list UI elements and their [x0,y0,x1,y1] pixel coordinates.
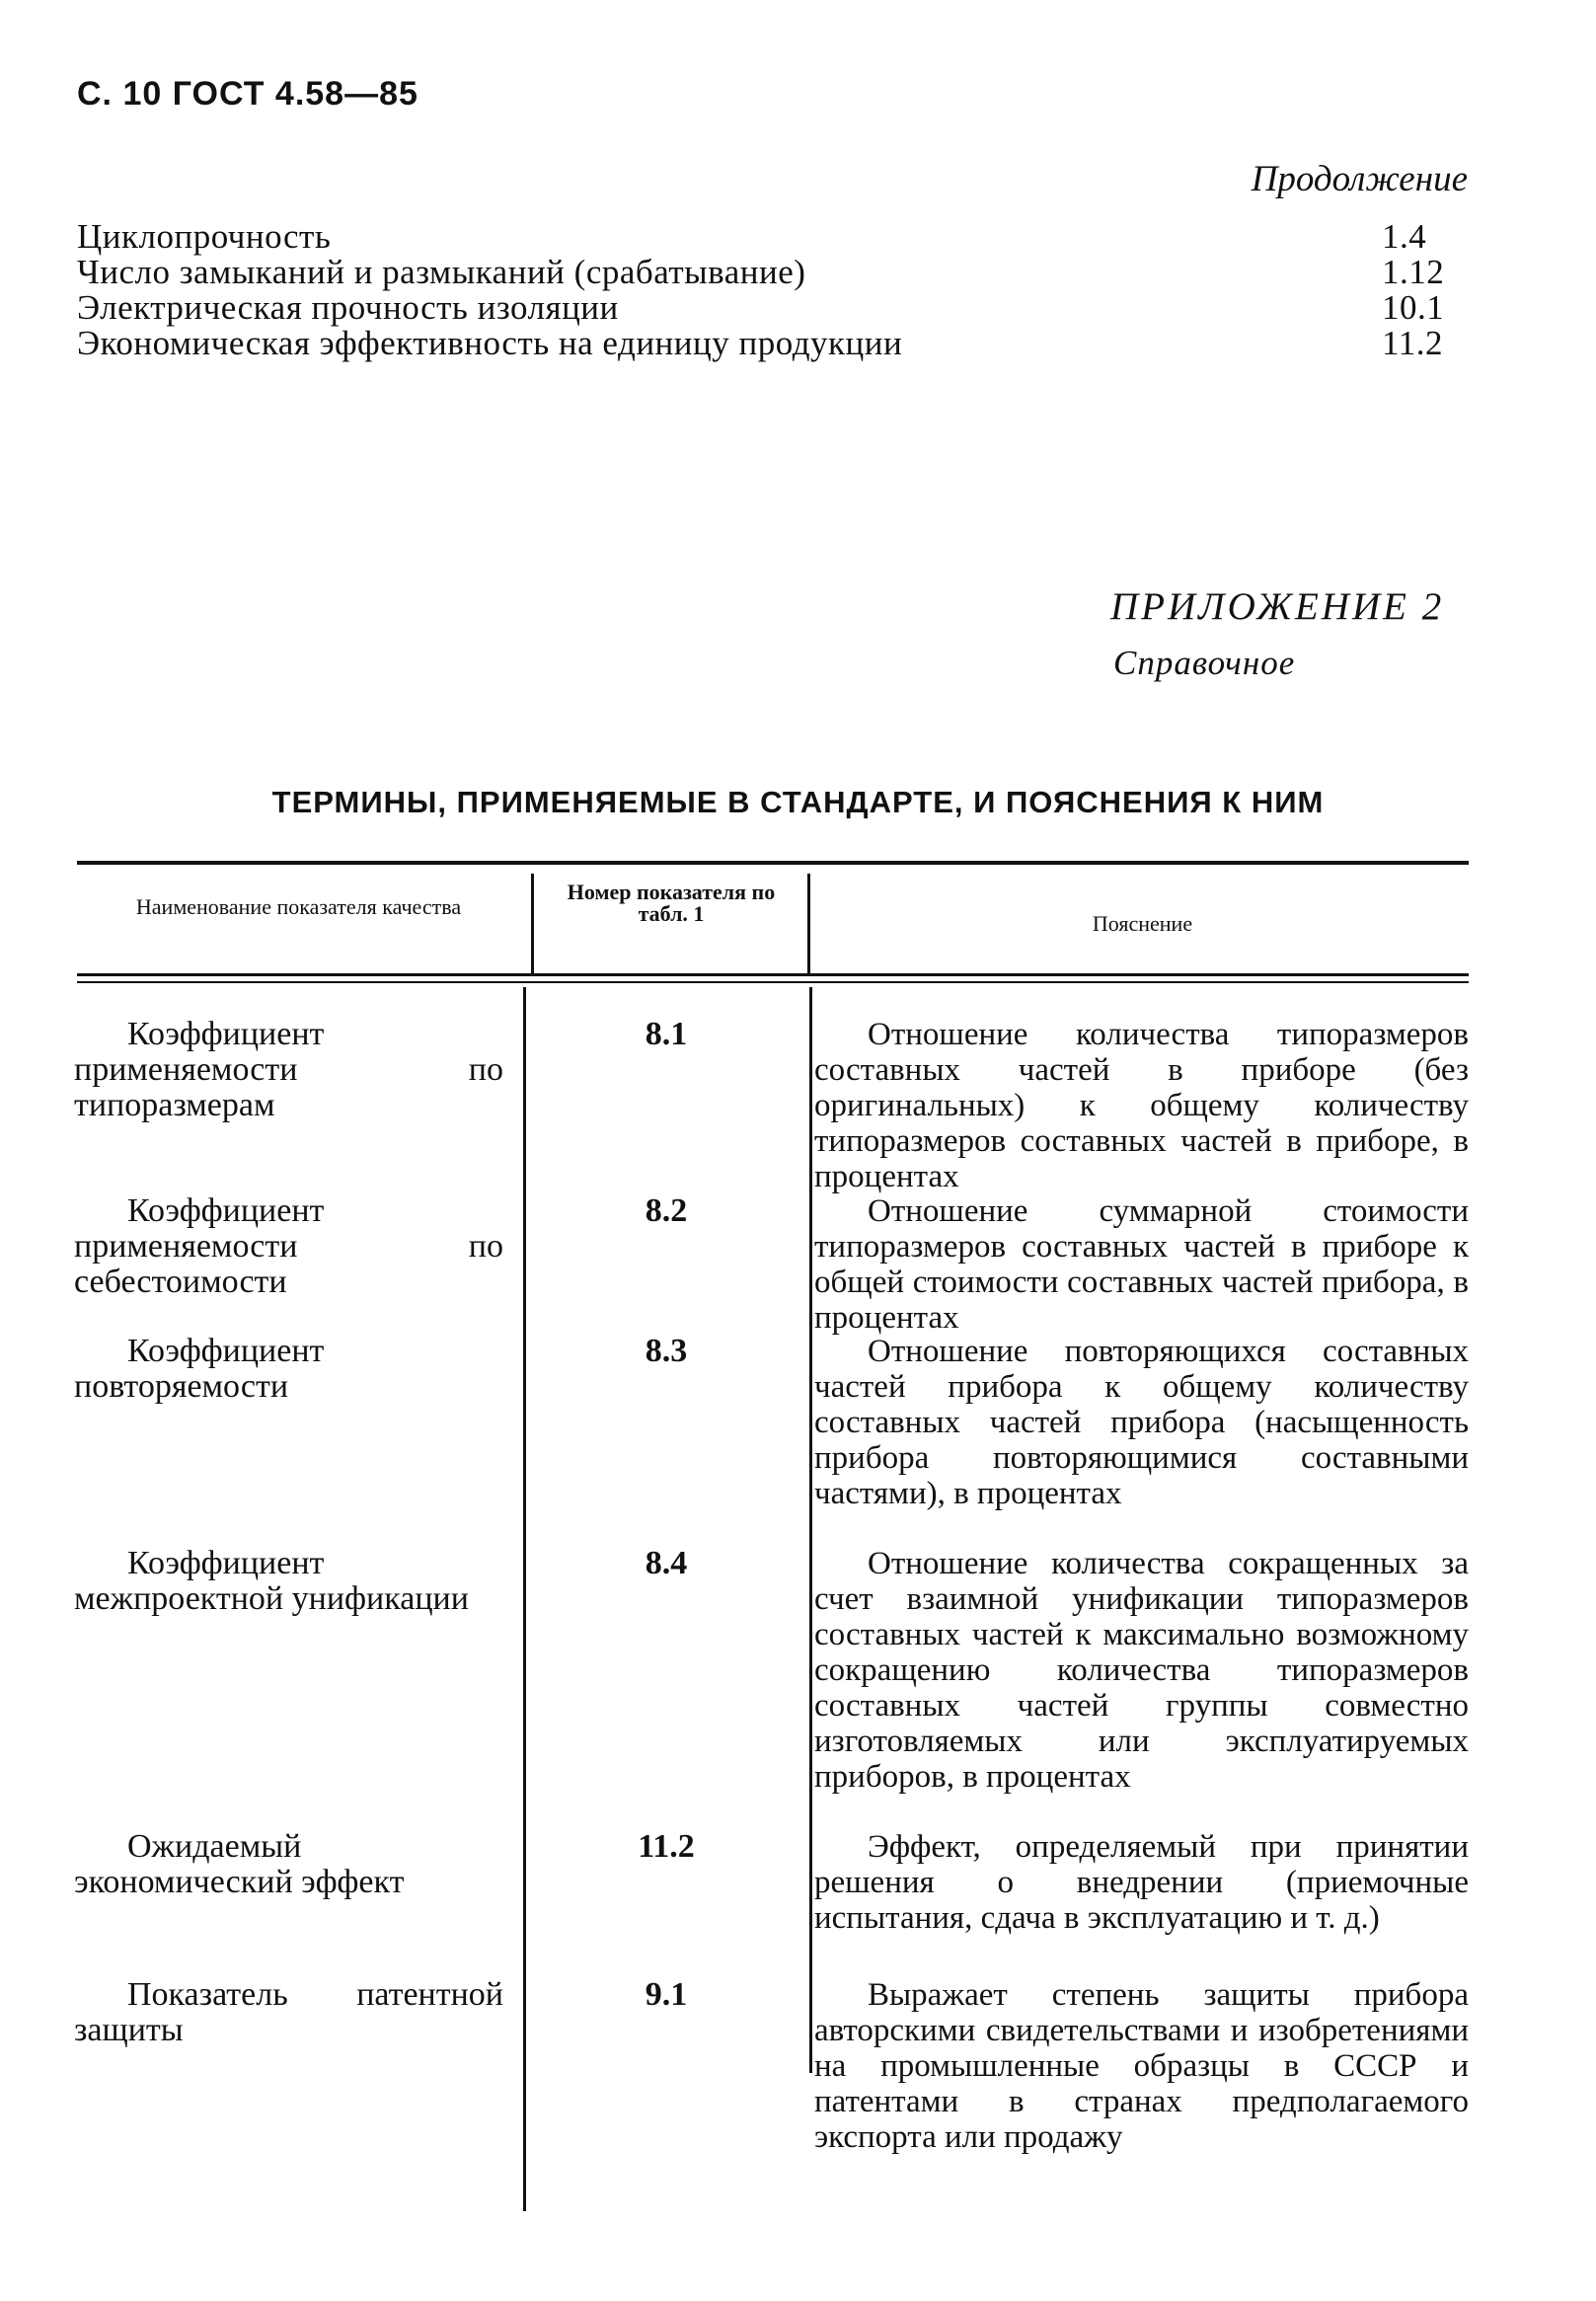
appendix-title: ПРИЛОЖЕНИЕ 2 [1110,585,1445,628]
header-explanation: Пояснение [1092,911,1193,936]
table-header-rule-2 [77,981,1469,983]
table-title: ТЕРМИНЫ, ПРИМЕНЯЕМЫЕ В СТАНДАРТЕ, И ПОЯСНЕНИЯ К НИМ [271,785,1325,819]
row-name: Ожидаемый экономический эффект [74,1828,405,1900]
list-item [77,290,1461,326]
item-name: Число замыканий и размыканий (срабатывание) [77,253,806,291]
list-item [77,219,1461,255]
item-name: Экономическая эффективность на единицу продукции [77,324,903,362]
row-explanation: Отношение повторяющихся составных частей прибора к общему количеству составных частей прибора (насыщенность прибора повторяющимися составными частями), в процентах [814,1334,1469,1511]
row-name: Коэффициент применяемости по типоразмерам [74,1016,503,1123]
row-explanation: Отношение суммарной стоимости типоразмеров составных частей в приборе к общей стоимости составных частей прибора, в процентах [814,1193,1469,1336]
row-explanation: Отношение количества типоразмеров составных частей в приборе (без оригинальных) к общему количеству типоразмеров составных частей в приборе, в процентах [814,1017,1469,1194]
header-number: Номер показателя по табл. 1 [567,880,776,926]
row-name: Коэффициент применяемости по себестоимости [74,1192,503,1300]
continuation-label: Продолжение [1251,159,1468,199]
page-header: С. 10 ГОСТ 4.58—85 [77,75,418,113]
item-name: Циклопрочность [77,217,332,256]
row-number: 8.2 [645,1192,688,1229]
row-number: 11.2 [638,1828,695,1865]
column-divider-2-body [809,987,812,2073]
list-item [77,255,1461,290]
row-explanation: Выражает степень защиты прибора авторскими свидетельствами и изобретениями на промышленные образцы в СССР и патентами в странах предполагаемого экспорта или продажу [814,1977,1469,2155]
continuation-list [77,219,1461,361]
appendix-subtitle: Справочное [1113,644,1296,682]
item-value: 11.2 [1382,324,1443,362]
list-item [77,326,1461,361]
item-value: 10.1 [1382,288,1445,327]
item-value: 1.4 [1382,217,1427,256]
column-divider-2 [807,874,810,975]
header-name: Наименование показателя качества [135,894,462,919]
item-name: Электрическая прочность изоляции [77,288,619,327]
row-name: Показатель патентной защиты [74,1976,503,2048]
row-number: 8.1 [645,1016,688,1052]
row-number: 9.1 [645,1976,688,2013]
column-divider-1 [531,874,534,975]
row-name: Коэффициент повторяемости [74,1333,325,1405]
row-number: 8.4 [645,1545,688,1581]
row-explanation: Отношение количества сокращенных за счет взаимной унификации типоразмеров составных частей к максимально возможному сокращению количества типоразмеров составных частей группы совместно изготовляемых или эксплуатируемых приборов, в процентах [814,1546,1469,1795]
column-divider-1-body [523,987,526,2211]
row-name: Коэффициент межпроектной унификации [74,1545,469,1617]
item-value: 1.12 [1382,253,1445,291]
row-number: 8.3 [645,1333,688,1369]
table-top-rule [77,861,1469,865]
table-header-rule [77,973,1469,976]
row-explanation: Эффект, определяемый при принятии решения о внедрении (приемочные испытания, сдача в эксплуатацию и т. д.) [814,1829,1469,1936]
